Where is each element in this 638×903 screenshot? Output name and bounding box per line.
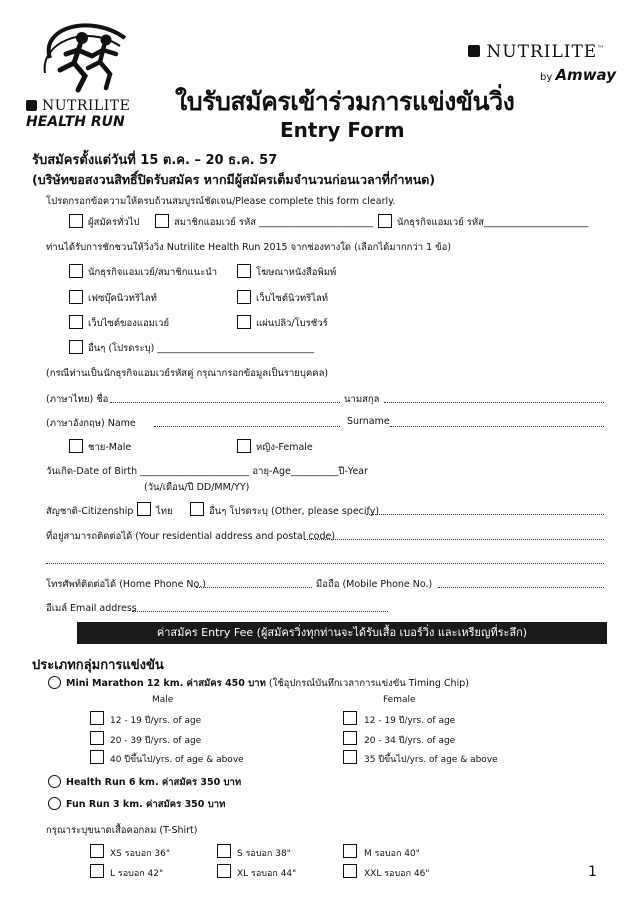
name-thai-field[interactable] <box>110 402 340 403</box>
female-checkbox[interactable] <box>237 439 251 453</box>
size-xs-checkbox[interactable] <box>90 844 104 858</box>
health-run-radio[interactable] <box>48 775 61 788</box>
closing-notice: (บริษัทขอสงวนสิทธิ์ปิดรับสมัคร หากมีผู้สมัครเต็มจำนวนก่อนเวลาที่กำหนด) <box>32 172 436 187</box>
mini-marathon-label: Mini Marathon 12 km. ค่าสมัคร 450 บาท <box>66 678 266 689</box>
surname-thai-label: นามสกุล <box>344 394 380 405</box>
size-xl-label: XL รอบอก 44" <box>237 869 297 879</box>
size-xl-checkbox[interactable] <box>217 864 231 878</box>
surname-english-label: Surname <box>347 416 390 427</box>
category-heading: ประเภทกลุ่มการแข่งขัน <box>32 658 164 673</box>
thai-label: ไทย <box>156 506 173 517</box>
email-label: อีเมล์ Email address <box>46 603 137 614</box>
female-age-2-label: 20 - 34 ปี/yrs. of age <box>364 736 456 746</box>
other-citizen-checkbox[interactable] <box>190 502 204 516</box>
male-label: ชาย-Male <box>88 442 132 453</box>
name-thai-label: (ภาษาไทย) ชื่อ <box>46 394 109 405</box>
female-label: หญิง-Female <box>256 442 313 453</box>
fee-banner-text: ค่าสมัคร Entry Fee (ผู้สมัครวิ่งทุกท่านจะได้รับเสื้อ เบอร์วิ่ง และเหรียญที่ระลึก) <box>156 626 528 639</box>
citizenship-label: สัญชาติ-Citizenship <box>46 506 134 517</box>
female-age-3-checkbox[interactable] <box>343 750 357 764</box>
source-other-label: อื่นๆ (โปรดระบุ) _________________________________ <box>88 343 315 354</box>
female-age-1-checkbox[interactable] <box>343 711 357 725</box>
mobile-label: มือถือ (Mobile Phone No.) <box>316 579 433 590</box>
by-label: by <box>540 72 553 83</box>
source-question: ท่านได้รับการชักชวนให้วิ่งวิ่ง Nutrilite Health Run 2015 จากช่องทางใด (เลือกได้มากกว่า 1 ข้อ) <box>46 242 452 253</box>
male-age-3-checkbox[interactable] <box>90 750 104 764</box>
male-age-1-label: 12 - 19 ปี/yrs. of age <box>110 716 202 726</box>
size-m-label: M รอบอก 40" <box>364 849 420 859</box>
name-english-label: (ภาษาอังกฤษ) Name <box>46 418 136 429</box>
address-field-1[interactable] <box>304 539 604 540</box>
fun-run-label: Fun Run 3 km. ค่าสมัคร 350 บาท <box>66 799 226 810</box>
right-brand-name: NUTRILITE <box>486 42 598 62</box>
page-number: 1 <box>588 864 597 880</box>
abo-note: (กรณีท่านเป็นนักธุรกิจแอมเวย์รหัสคู่ กรุณากรอกข้อมูลเป็นรายบุคคล) <box>46 368 329 379</box>
source-other-checkbox[interactable] <box>69 340 83 354</box>
male-age-2-label: 20 - 39 ปี/yrs. of age <box>110 736 202 746</box>
tshirt-prompt: กรุณาระบุขนาดเสื้อคอกลม (T-Shirt) <box>46 825 198 836</box>
name-english-field[interactable] <box>154 426 340 427</box>
address-label: ที่อยู่สามารถติดต่อได้ (Your residential address and postal code) <box>46 531 336 542</box>
instruction-text: โปรดกรอกข้อความให้ครบถ้วนสมบูรณ์ชัดเจน/Please complete this form clearly. <box>46 196 396 207</box>
phone-field[interactable] <box>196 587 312 588</box>
source-abo-label: นักธุรกิจแอมเวย์/สมาชิกแนะนำ <box>88 267 218 278</box>
size-m-checkbox[interactable] <box>343 844 357 858</box>
size-s-label: S รอบอก 38" <box>237 849 291 859</box>
source-abo-checkbox[interactable] <box>69 264 83 278</box>
abo-checkbox[interactable] <box>378 214 392 228</box>
dob-format: (วัน/เดือน/ปี DD/MM/YY) <box>144 482 250 493</box>
phone-label: โทรศัพท์ติดต่อได้ (Home Phone No.) <box>46 579 206 590</box>
health-run-label: Health Run 6 km. ค่าสมัคร 350 บาท <box>66 777 242 788</box>
general-applicant-checkbox[interactable] <box>69 214 83 228</box>
mini-marathon-radio[interactable] <box>48 676 61 689</box>
other-citizen-label: อื่นๆ โปรดระบุ (Other, please specify) <box>209 506 380 517</box>
title-english: Entry Form <box>280 118 405 142</box>
source-brochure-label: แผ่นปลิว/โบรชัวร์ <box>256 318 328 329</box>
source-newspaper-checkbox[interactable] <box>237 264 251 278</box>
size-l-checkbox[interactable] <box>90 864 104 878</box>
mobile-field[interactable] <box>438 587 604 588</box>
surname-english-field[interactable] <box>390 426 604 427</box>
source-newspaper-label: โฆษณาหนังสือพิมพ์ <box>256 267 337 278</box>
female-column-heading: Female <box>383 695 416 705</box>
email-field[interactable] <box>132 611 388 612</box>
size-s-checkbox[interactable] <box>217 844 231 858</box>
address-field-2[interactable] <box>46 563 604 564</box>
female-age-1-label: 12 - 19 ปี/yrs. of age <box>364 716 456 726</box>
nutrilite-mark-icon <box>468 45 480 57</box>
fun-run-radio[interactable] <box>48 797 61 810</box>
male-column-heading: Male <box>152 695 174 705</box>
size-xxl-label: XXL รอบอก 46" <box>364 869 430 879</box>
brand-subtitle: HEALTH RUN <box>26 114 125 130</box>
male-age-1-checkbox[interactable] <box>90 711 104 725</box>
size-l-label: L รอบอก 42" <box>110 869 164 879</box>
nutrilite-amway-logo: NUTRILITE™ by Amway <box>468 42 618 92</box>
general-applicant-label: ผู้สมัครทั่วไป <box>88 217 140 228</box>
registration-period: รับสมัครตั้งแต่วันที่ 15 ต.ค. – 20 ธ.ค. 57 <box>32 153 278 168</box>
size-xs-label: XS รอบอก 36" <box>110 849 170 859</box>
male-age-3-label: 40 ปีขึ้นไป/yrs. of age & above <box>110 755 244 765</box>
source-brochure-checkbox[interactable] <box>237 315 251 329</box>
source-nutrilite-web-label: เว็บไซต์นิวทริไลท์ <box>256 293 329 304</box>
female-age-2-checkbox[interactable] <box>343 731 357 745</box>
abo-label: นักธุรกิจแอมเวย์ รหัส______________________ <box>397 217 589 228</box>
nutrilite-mark-icon <box>26 100 37 111</box>
source-facebook-label: เฟซบุ๊คนิวทริไลท์ <box>88 293 157 304</box>
surname-thai-field[interactable] <box>384 402 604 403</box>
source-facebook-checkbox[interactable] <box>69 290 83 304</box>
size-xxl-checkbox[interactable] <box>343 864 357 878</box>
health-run-logo <box>20 18 150 128</box>
female-age-3-label: 35 ปีขึ้นไป/yrs. of age & above <box>364 755 498 765</box>
brand-name: NUTRILITE <box>41 98 131 114</box>
member-label: สมาชิกแอมเวย์ รหัส ________________________ <box>174 217 374 228</box>
source-amway-web-label: เว็บไซต์ของแอมเวย์ <box>88 318 170 329</box>
fee-banner <box>77 622 607 644</box>
other-citizen-field[interactable] <box>366 514 604 515</box>
source-amway-web-checkbox[interactable] <box>69 315 83 329</box>
member-checkbox[interactable] <box>155 214 169 228</box>
runners-icon <box>30 18 140 98</box>
source-nutrilite-web-checkbox[interactable] <box>237 290 251 304</box>
male-checkbox[interactable] <box>69 439 83 453</box>
dob-label: วันเกิด-Date of Birth _______________________ อายุ-Age__________ปี-Year <box>46 466 368 477</box>
thai-checkbox[interactable] <box>137 502 151 516</box>
male-age-2-checkbox[interactable] <box>90 731 104 745</box>
mini-marathon-note: (ใช้อุปกรณ์บันทึกเวลาการแข่งขัน Timing Chip) <box>268 678 469 689</box>
title-thai: ใบรับสมัครเข้าร่วมการแข่งขันวิ่ง <box>175 87 515 116</box>
amway-logo: Amway <box>555 66 616 84</box>
